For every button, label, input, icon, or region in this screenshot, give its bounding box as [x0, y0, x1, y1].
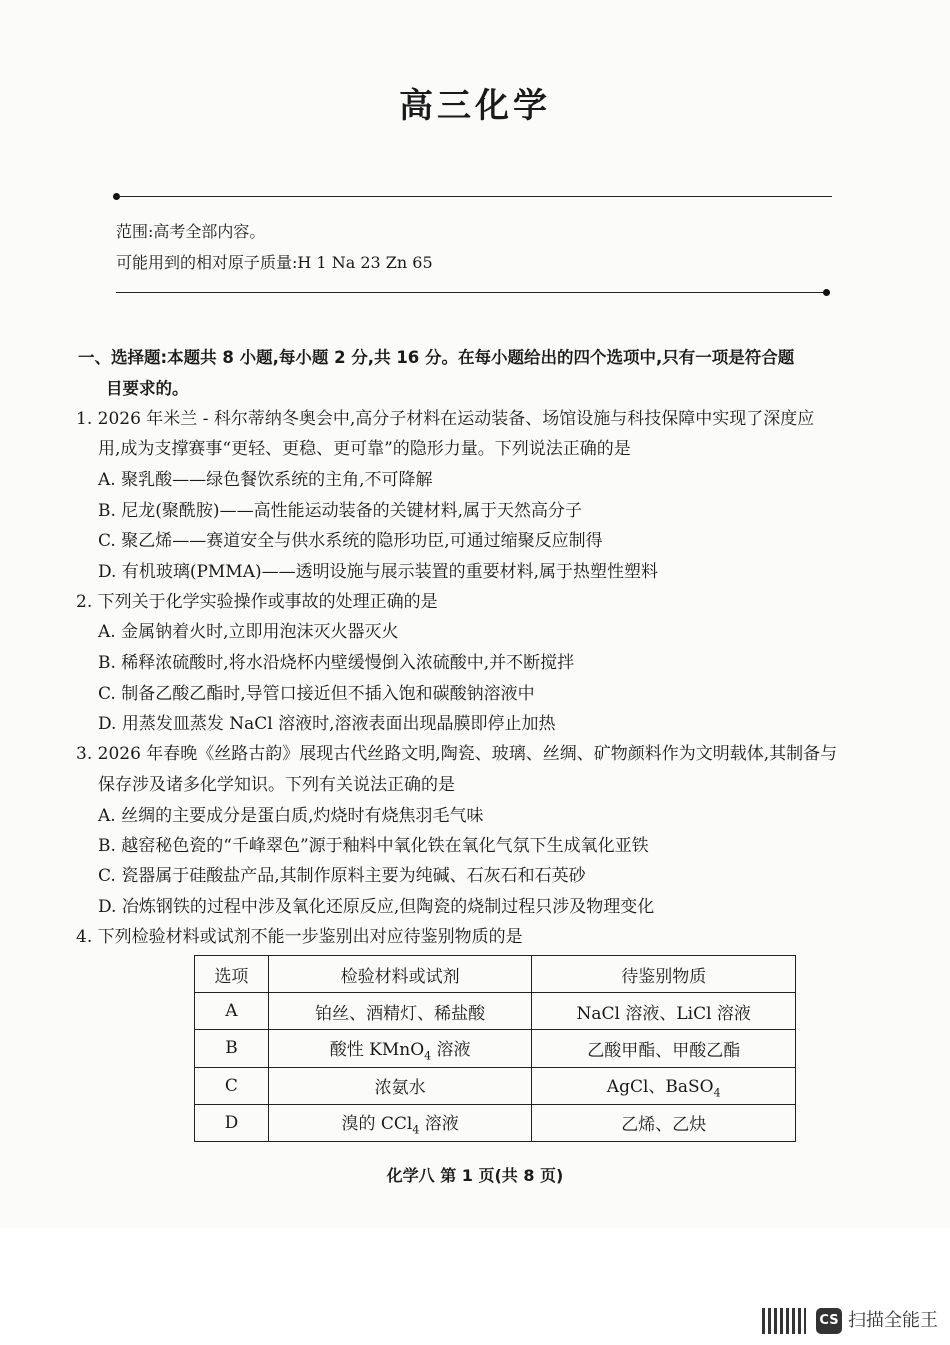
q3-stem: 3. 2026 年春晚《丝路古韵》展现古代丝路文明,陶瓷、玻璃、丝绸、矿物颜料作为文明载体,其制备与 — [76, 744, 838, 764]
bottom-rule — [116, 292, 826, 293]
table-row — [195, 1104, 796, 1141]
table-header-row — [195, 956, 796, 993]
reagent-text-suffix: 溶液 — [419, 1114, 459, 1135]
page-title: 高三化学 — [399, 86, 551, 126]
target-cell: 乙酸甲酯、甲酸乙酯 — [532, 1030, 796, 1067]
page-footer: 化学八 第 1 页(共 8 页) — [386, 1166, 564, 1185]
q2-option-d: D. 用蒸发皿蒸发 NaCl 溶液时,溶液表面出现晶膜即停止加热 — [98, 714, 556, 734]
reagent-cell: 浓氨水 — [268, 1067, 532, 1104]
q2-stem: 2. 下列关于化学实验操作或事故的处理正确的是 — [76, 592, 438, 612]
table-row — [195, 1067, 796, 1104]
scanner-watermark-text: 扫描全能王 — [848, 1310, 938, 1331]
q2-option-a: A. 金属钠着火时,立即用泡沫灭火器灭火 — [98, 622, 399, 642]
reagent-text: 溴的 CCl — [341, 1114, 413, 1135]
q2-option-c: C. 制备乙酸乙酯时,导管口接近但不插入饱和碳酸钠溶液中 — [98, 684, 535, 704]
reagent-subscript: 4 — [424, 1049, 432, 1063]
target-cell — [532, 1067, 796, 1104]
target-cell: NaCl 溶液、LiCl 溶液 — [532, 993, 796, 1030]
table-header-cell: 检验材料或试剂 — [268, 956, 532, 993]
q1-stem-cont: 用,成为支撑赛事“更轻、更稳、更可靠”的隐形力量。下列说法正确的是 — [98, 439, 631, 459]
target-text: AgCl、BaSO — [606, 1076, 714, 1097]
option-cell: D — [195, 1104, 269, 1141]
qr-code-icon — [762, 1308, 806, 1334]
q3-stem-cont: 保存涉及诸多化学知识。下列有关说法正确的是 — [98, 775, 455, 795]
q1-option-d: D. 有机玻璃(PMMA)——透明设施与展示装置的重要材料,属于热塑性塑料 — [98, 562, 659, 582]
q3-option-a: A. 丝绸的主要成分是蛋白质,灼烧时有烧焦羽毛气味 — [98, 806, 484, 826]
section-heading-cont: 目要求的。 — [106, 379, 189, 398]
option-cell: A — [195, 993, 269, 1030]
section-heading: 一、选择题:本题共 8 小题,每小题 2 分,共 16 分。在每小题给出的四个选项中,只有一项是符合题 — [78, 348, 795, 367]
q3-option-d: D. 冶炼钢铁的过程中涉及氧化还原反应,但陶瓷的烧制过程只涉及物理变化 — [98, 897, 655, 917]
table-header-cell: 待鉴别物质 — [532, 956, 796, 993]
q1-option-c: C. 聚乙烯——赛道安全与供水系统的隐形功臣,可通过缩聚反应制得 — [98, 531, 603, 551]
q1-stem: 1. 2026 年米兰 - 科尔蒂纳冬奥会中,高分子材料在运动装备、场馆设施与科技保障中实现了深度应 — [76, 409, 815, 429]
option-cell: C — [195, 1067, 269, 1104]
q1-option-b: B. 尼龙(聚酰胺)——高性能运动装备的关键材料,属于天然高分子 — [98, 501, 582, 521]
q1-option-a: A. 聚乳酸——绿色餐饮系统的主角,不可降解 — [98, 470, 433, 490]
reagent-text-suffix: 溶液 — [431, 1039, 471, 1060]
atomic-masses-text: 可能用到的相对原子质量:H 1 Na 23 Zn 65 — [116, 253, 433, 272]
q2-option-b: B. 稀释浓硫酸时,将水沿烧杯内壁缓慢倒入浓硫酸中,并不断搅拌 — [98, 653, 575, 673]
table-row — [195, 993, 796, 1030]
rule-dot — [823, 289, 830, 296]
reagent-cell — [268, 1030, 532, 1067]
scope-text: 范围:高考全部内容。 — [116, 222, 266, 241]
reagent-text: 酸性 KMnO — [329, 1039, 425, 1060]
target-subscript: 4 — [713, 1086, 721, 1100]
q4-table — [194, 955, 796, 1142]
table-header-cell: 选项 — [195, 956, 269, 993]
table-row — [195, 1030, 796, 1067]
reagent-cell — [268, 1104, 532, 1141]
option-cell: B — [195, 1030, 269, 1067]
camscanner-logo-icon: CS — [816, 1308, 842, 1334]
top-rule — [116, 196, 832, 197]
q3-option-b: B. 越窑秘色瓷的“千峰翠色”源于釉料中氧化铁在氧化气氛下生成氧化亚铁 — [98, 836, 649, 856]
reagent-subscript: 4 — [412, 1123, 420, 1137]
q3-option-c: C. 瓷器属于硅酸盐产品,其制作原料主要为纯碱、石灰石和石英砂 — [98, 866, 586, 886]
q4-stem: 4. 下列检验材料或试剂不能一步鉴别出对应待鉴别物质的是 — [76, 927, 523, 947]
reagent-cell: 铂丝、酒精灯、稀盐酸 — [268, 993, 532, 1030]
target-cell: 乙烯、乙炔 — [532, 1104, 796, 1141]
